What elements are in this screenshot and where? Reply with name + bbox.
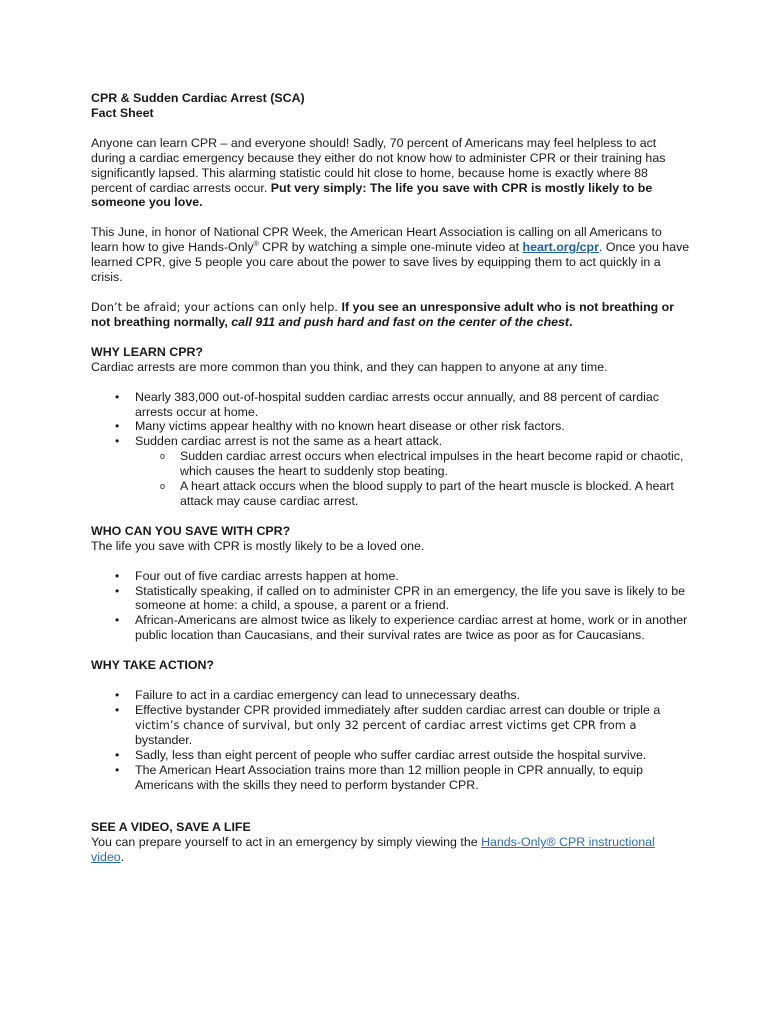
june-paragraph [91, 225, 691, 285]
afraid-bold-text: If you see an unresponsive adult who is not breathing or not breathing normally, [91, 299, 675, 329]
list-item-text: Sudden cardiac arrest is not the same as a heart attack. [135, 434, 443, 449]
list-item-text: Statistically speaking, if called on to administer CPR in an emergency, the life you save is likely to be someone at home: a child, a spouse, a parent or a friend. [135, 583, 686, 613]
list-item-text: The American Heart Association trains more than 12 million people in CPR annually, to equip Americans with the skills they need to perform bystander CPR. [135, 762, 644, 792]
bullet-icon: • [115, 613, 120, 628]
list-item [91, 748, 691, 763]
who-save-heading: WHO CAN YOU SAVE WITH CPR? [91, 523, 291, 538]
document-title: CPR & Sudden Cardiac Arrest (SCA) [91, 91, 305, 105]
list-item [91, 703, 691, 748]
who-save-list [91, 569, 691, 644]
heart-org-cpr-link[interactable]: heart.org/cpr [522, 240, 599, 255]
bullet-icon: • [115, 762, 120, 777]
list-item-text: Many victims appear healthy with no known heart disease or other risk factors. [135, 419, 565, 434]
bullet-icon: • [115, 568, 120, 583]
video-paragraph [91, 835, 691, 865]
registered-mark: ® [253, 241, 259, 249]
bullet-icon: • [115, 688, 120, 703]
bullet-icon: • [115, 583, 120, 598]
june-text-b: CPR by watching a simple one-minute video at [258, 240, 523, 255]
intro-bold-text: Put very simply: The life you save with CPR is mostly likely to be someone you love. [91, 180, 653, 210]
video-heading: SEE A VIDEO, SAVE A LIFE [91, 820, 251, 835]
bullet-icon: • [115, 389, 120, 404]
bullet-icon: • [115, 434, 120, 449]
sub-bullet-icon: o [160, 451, 166, 462]
list-item-text: Nearly 383,000 out-of-hospital sudden cardiac arrests occur annually, and 88 percent of cardiac arrests occur at home. [135, 389, 659, 419]
bullet-icon: • [115, 419, 120, 434]
list-item [91, 688, 691, 703]
list-item-text: Four out of five cardiac arrests happen at home. [135, 568, 399, 583]
why-action-list [91, 688, 691, 792]
sub-list-item-text: Sudden cardiac arrest occurs when electrical impulses in the heart become rapid or chaotic, which causes the heart to suddenly stop beating. [180, 449, 684, 479]
sub-list-item [91, 479, 691, 509]
sub-list-item-text: A heart attack occurs when the blood supply to part of the heart muscle is blocked. A heart attack may cause cardiac arrest. [180, 479, 674, 508]
afraid-end: . [569, 314, 573, 329]
bullet-icon: • [115, 747, 120, 762]
list-item [91, 569, 691, 584]
list-item-text: Failure to act in a cardiac emergency can lead to unnecessary deaths. [135, 688, 521, 703]
bullet-icon: • [115, 703, 120, 717]
video-end: . [120, 850, 125, 865]
why-action-heading: WHY TAKE ACTION? [91, 658, 214, 673]
afraid-text: Don’t be afraid; your actions can only help. [91, 299, 342, 314]
video-text: You can prepare yourself to act in an emergency by simply viewing the [91, 835, 482, 850]
list-item-text-end: bystander. [135, 732, 193, 747]
list-item-text: African-Americans are almost twice as likely to experience cardiac arrest at home, work or in another public location than Caucasians, and their survival rates are twice as poor as for Caucasians. [135, 613, 688, 643]
june-text-a: This June, in honor of National CPR Week, the American Heart Association is calling on all Americans to learn how to give Hands-Only [91, 225, 662, 255]
fact-sheet-page [91, 91, 691, 865]
list-item [91, 419, 691, 434]
list-item-text: Effective bystander CPR provided immediately after sudden cardiac arrest can double or triple a [135, 703, 661, 717]
list-item [91, 434, 691, 509]
why-learn-list [91, 390, 691, 509]
list-item-text: Sadly, less than eight percent of people who suffer cardiac arrest outside the hospital survive. [135, 747, 647, 762]
why-learn-lead: Cardiac arrests are more common than you think, and they can happen to anyone at any time. [91, 359, 608, 374]
intro-paragraph [91, 136, 691, 211]
hands-only-cpr-video-link[interactable]: Hands-Only® CPR instructional video [91, 835, 655, 865]
sub-bullet-icon: o [160, 481, 166, 492]
list-item [91, 584, 691, 614]
list-item-text-mixed: victim’s chance of survival, but only 32 percent of cardiac arrest victims get CPR from a [135, 717, 637, 732]
afraid-bold-italic-text: call 911 and push hard and fast on the center of the chest [231, 314, 570, 329]
intro-text: Anyone can learn CPR – and everyone should! Sadly, 70 percent of Americans may feel helpless to act during a cardiac emergency because they either do not know how to administer CPR or their training has significantly lapsed. This alarming statistic could hit close to home, because home is exactly where 88 percent of cardiac arrests occur. [91, 135, 666, 195]
list-item [91, 390, 691, 420]
sub-list-item [91, 449, 691, 479]
who-save-lead: The life you save with CPR is mostly likely to be a loved one. [91, 538, 425, 553]
why-learn-heading: WHY LEARN CPR? [91, 344, 203, 359]
list-item [91, 763, 691, 793]
list-item [91, 613, 691, 643]
june-text-c: . Once you have learned CPR, give 5 people you care about the power to save lives by equipping them to act quickly in a crisis. [91, 240, 690, 285]
why-learn-sub-list [135, 449, 691, 509]
afraid-paragraph [91, 300, 691, 330]
document-subtitle: Fact Sheet [91, 105, 154, 120]
